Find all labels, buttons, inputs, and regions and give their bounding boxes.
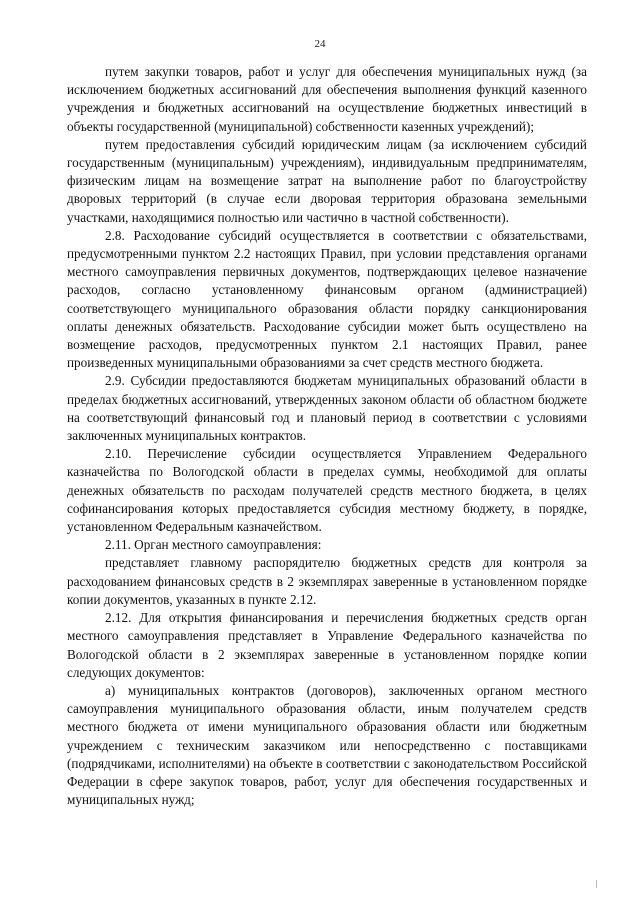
paragraph-2-12: 2.12. Для открытия финансирования и перечисления бюджетных средств орган местного самоуправления представляет в Управление Федерального казначейства по Вологодской области в 2 экземплярах заверенные в установленном порядке копии следующих документов: bbox=[67, 610, 587, 680]
paragraph-procurement: путем закупки товаров, работ и услуг для обеспечения муниципальных нужд (за исключением бюджетных ассигнований для обеспечения выполнения функций казенного учреждения и бюджетных ассигнований на осуществление бюджетных инвестиций в объекты государственной (муниципальной) собственности казенных учреждений); bbox=[67, 64, 587, 134]
document-body bbox=[67, 63, 587, 809]
page-number: 24 bbox=[314, 38, 326, 50]
paragraph-2-8: 2.8. Расходование субсидий осуществляется в соответствии с обязательствами, предусмотренными пунктом 2.2 настоящих Правил, при условии представления органами местного самоуправления первичных документов, подтверждающих целевое назначение расходов, согласно установленному финансовым органом (администрацией) соответствующего муниципального образования области порядку санкционирования оплаты денежных обязательств. Расходование субсидии может быть осуществлено на возмещение расходов, предусмотренных пунктом 2.1 настоящих Правил, ранее произведенных муниципальными образованиями за счет средств местного бюджета. bbox=[67, 227, 587, 371]
paragraph-2-11-body: представляет главному распорядителю бюджетных средств для контроля за расходованием финансовых средств в 2 экземплярах заверенные в установленном порядке копии документов, указанных в пункте 2.12. bbox=[67, 555, 587, 607]
paragraph-subsidies-legal-entities: путем предоставления субсидий юридическим лицам (за исключением субсидий государственным (муниципальным) учреждениям), индивидуальным предпринимателям, физическим лицам на возмещение затрат на выполнение работ по благоустройству дворовых территорий (в случае если дворовая территория образована земельными участками, находящимися полностью или частично в частной собственности). bbox=[67, 136, 587, 225]
paragraph-2-10: 2.10. Перечисление субсидии осуществляется Управлением Федерального казначейства по Вологодской области в пределах суммы, необходимой для оплаты денежных обязательств по расходам получателей средств местного бюджета, в целях софинансирования которых предоставляется субсидия местному бюджету, в порядке, установленном Федеральным казначейством. bbox=[67, 446, 587, 535]
scan-mark bbox=[596, 880, 597, 888]
paragraph-2-9: 2.9. Субсидии предоставляются бюджетам муниципальных образований области в пределах бюджетных ассигнований, утвержденных законом области об областном бюджете на соответствующий финансовый год и плановый период в соответствии с условиями заключенных муниципальных контрактов. bbox=[67, 373, 587, 444]
paragraph-2-11: 2.11. Орган местного самоуправления: bbox=[105, 537, 322, 553]
paragraph-2-12-a: а) муниципальных контрактов (договоров), заключенных органом местного самоуправления муниципального образования области, иным получателем средств местного бюджета от имени муниципального образования области или бюджетным учреждением с техническим заказчиком или непосредственно с поставщиками (подрядчиками, исполнителями) на объекте в соответствии с законодательством Российской Федерации в сфере закупок товаров, работ, услуг для обеспечения государственных и муниципальных нужд; bbox=[67, 682, 587, 808]
